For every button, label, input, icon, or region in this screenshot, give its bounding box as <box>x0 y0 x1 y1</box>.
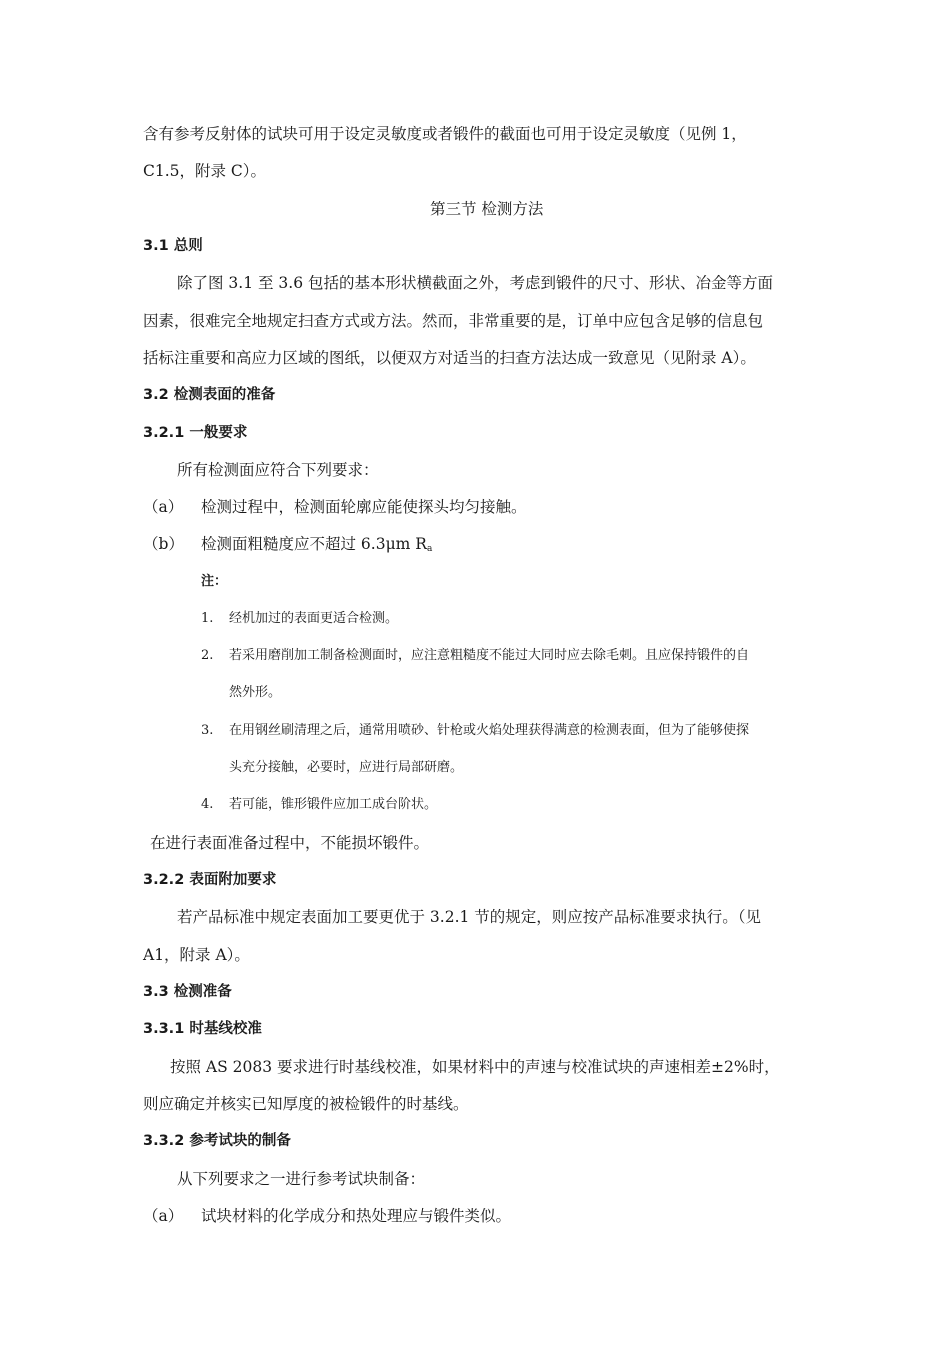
paragraph-3-2-2-line-2: A1，附录 A）。 <box>143 946 250 964</box>
intro-line-1: 含有参考反射体的试块可用于设定灵敏度或者锻件的截面也可用于设定灵敏度（见例 1， <box>143 125 747 143</box>
reference-block-intro: 从下列要求之一进行参考试块制备： <box>177 1170 426 1188</box>
paragraph-3-2-2-line-1: 若产品标准中规定表面加工要更优于 3.2.1 节的规定，则应按产品标准要求执行。（见 <box>177 908 762 926</box>
note-number: 1. <box>201 611 214 626</box>
note-item <box>201 721 749 741</box>
roughness-subscript: a <box>426 544 433 554</box>
heading-3-2-1: 3.2.1 一般要求 <box>143 425 248 441</box>
list-text-a: 检测过程中，检测面轮廓应能使探头均匀接触。 <box>201 498 527 516</box>
heading-3-3-1: 3.3.1 时基线校准 <box>143 1021 262 1037</box>
note-item <box>201 795 437 815</box>
note-number: 2. <box>201 648 214 663</box>
note-number: 4. <box>201 797 214 812</box>
note-text: 在用钢丝刷清理之后，通常用喷砂、针枪或火焰处理获得满意的检测表面，但为了能够使探 <box>229 723 750 738</box>
heading-3-1: 3.1 总则 <box>143 238 203 254</box>
intro-line-2: C1.5，附录 C）。 <box>143 162 267 180</box>
list-text-a: 试块材料的化学成分和热处理应与锻件类似。 <box>201 1207 512 1225</box>
list-tag-a: （a） <box>143 1207 184 1225</box>
paragraph-3-3-1-line-2: 则应确定并核实已知厚度的被检锻件的时基线。 <box>143 1095 469 1113</box>
note-label: 注： <box>201 574 228 589</box>
list-item-b <box>143 534 432 559</box>
note-item <box>201 646 749 666</box>
paragraph-3-1-line-3: 括标注重要和高应力区域的图纸，以便双方对适当的扫查方法达成一致意见（见附录 A）。 <box>143 349 756 367</box>
note-text-continuation: 头充分接触，必要时，应进行局部研磨。 <box>229 760 464 775</box>
heading-3-3-2: 3.3.2 参考试块的制备 <box>143 1133 291 1149</box>
paragraph-3-1-line-2: 因素，很难完全地规定扫查方式或方法。然而，非常重要的是，订单中应包含足够的信息包 <box>143 312 764 330</box>
note-text: 若可能，锥形锻件应加工成台阶状。 <box>229 797 438 812</box>
paragraph-3-1-line-1: 除了图 3.1 至 3.6 包括的基本形状横截面之外，考虑到锻件的尺寸、形状、冶金等方面 <box>177 274 774 292</box>
heading-3-2-2: 3.2.2 表面附加要求 <box>143 872 277 888</box>
list-text-b: 检测面粗糙度应不超过 6.3μm R <box>201 535 427 553</box>
list-item-a <box>143 1206 511 1226</box>
note-text: 若采用磨削加工制备检测面时，应注意粗糙度不能过大同时应去除毛刺。且应保持锻件的自 <box>229 648 750 663</box>
heading-3-3: 3.3 检测准备 <box>143 984 232 1000</box>
note-item <box>201 609 398 629</box>
paragraph-3-3-1-line-1: 按照 AS 2083 要求进行时基线校准，如果材料中的声速与校准试块的声速相差±2%时， <box>170 1058 780 1076</box>
list-tag-a: （a） <box>143 498 184 516</box>
note-text-continuation: 然外形。 <box>229 685 282 700</box>
list-item-a <box>143 497 527 517</box>
surface-prep-closing: 在进行表面准备过程中，不能损坏锻件。 <box>150 834 430 852</box>
note-text: 经机加过的表面更适合检测。 <box>229 611 399 626</box>
list-tag-b: （b） <box>143 535 184 553</box>
section-title: 第三节 检测方法 <box>430 200 544 218</box>
requirements-intro: 所有检测面应符合下列要求： <box>177 461 379 479</box>
heading-3-2: 3.2 检测表面的准备 <box>143 387 276 403</box>
note-number: 3. <box>201 723 214 738</box>
